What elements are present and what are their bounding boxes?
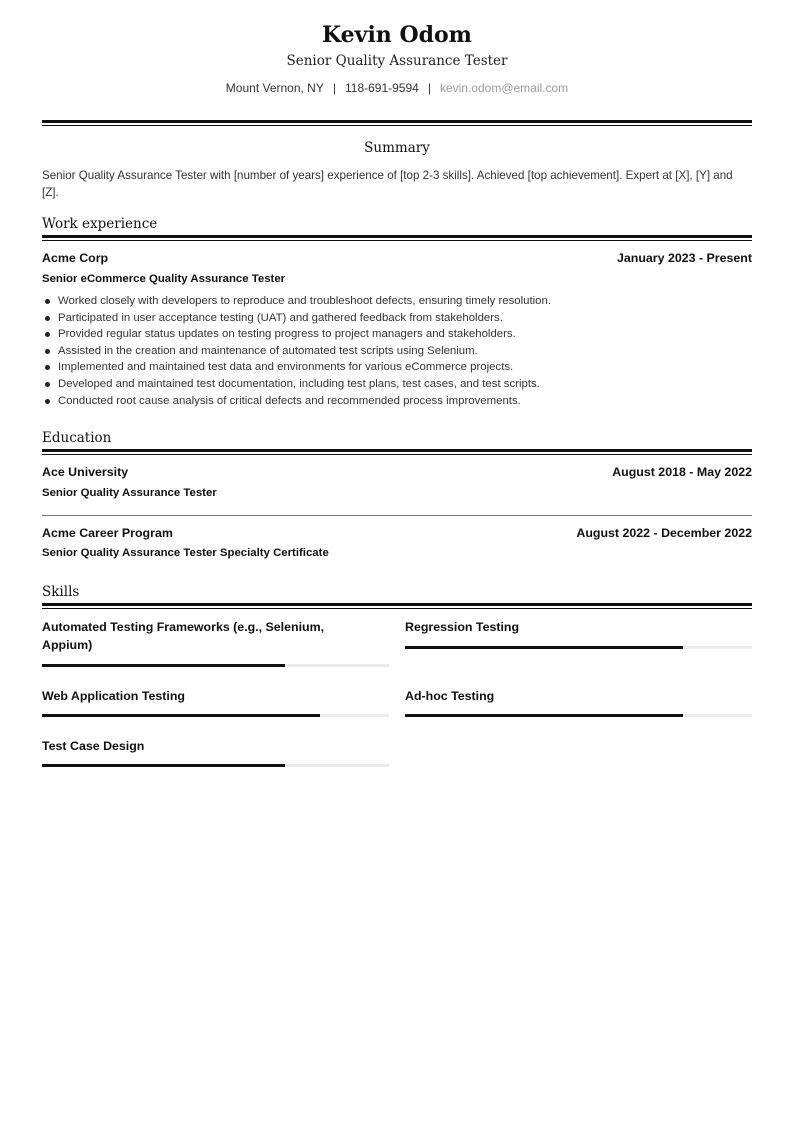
skill-name: Regression Testing bbox=[405, 620, 520, 634]
contact-separator: | bbox=[332, 81, 336, 95]
work-heading: Work experience bbox=[42, 216, 158, 232]
bullet-icon bbox=[45, 332, 50, 337]
bullet-text: Provided regular status updates on testing progress to project managers and stakeholders. bbox=[58, 328, 516, 341]
summary-heading: Summary bbox=[364, 140, 430, 156]
bullet-text: Participated in user acceptance testing (UAT) and gathered feedback from stakeholders. bbox=[58, 311, 503, 324]
skill-item bbox=[405, 687, 752, 705]
list-item bbox=[42, 393, 752, 410]
skill-name: Ad-hoc Testing bbox=[405, 689, 495, 703]
education-dates: August 2022 - December 2022 bbox=[576, 526, 752, 540]
skill-level-bar bbox=[405, 646, 683, 649]
skill-name: Automated Testing Frameworks (e.g., Selenium, Appium) bbox=[42, 620, 325, 652]
bullet-text: Conducted root cause analysis of critical defects and recommended process improvements. bbox=[58, 394, 521, 407]
email-link[interactable]: kevin.odom@email.com bbox=[439, 81, 569, 95]
bullet-icon bbox=[45, 365, 50, 370]
header-divider-thin bbox=[42, 125, 752, 126]
skill-level-track bbox=[42, 664, 389, 667]
education-dates: August 2018 - May 2022 bbox=[612, 465, 752, 479]
skill-item bbox=[42, 618, 389, 654]
skill-item bbox=[42, 687, 389, 705]
skill-name: Test Case Design bbox=[42, 739, 145, 753]
bullet-icon bbox=[45, 316, 50, 321]
skill-name: Web Application Testing bbox=[42, 689, 185, 703]
skills-divider bbox=[42, 603, 752, 606]
work-divider-thin bbox=[42, 240, 752, 241]
list-item bbox=[42, 310, 752, 327]
summary-text: Senior Quality Assurance Tester with [number of years] experience of [top 2-3 skills]. Achieved [top achievement]. Expert at [X], [Y] and [Z]. bbox=[42, 169, 733, 199]
bullet-icon bbox=[45, 382, 50, 387]
education-divider bbox=[42, 449, 752, 452]
contact-separator: | bbox=[427, 81, 431, 95]
job-bullet-list bbox=[42, 293, 752, 409]
skill-level-track bbox=[42, 714, 389, 717]
phone-text: 118-691-9594 bbox=[344, 81, 419, 95]
list-item bbox=[42, 343, 752, 360]
job-position: Senior eCommerce Quality Assurance Tester bbox=[42, 273, 286, 285]
bullet-text: Assisted in the creation and maintenance of automated test scripts using Selenium. bbox=[58, 344, 478, 357]
bullet-text: Worked closely with developers to reproduce and troubleshoot defects, ensuring timely resolution. bbox=[58, 295, 552, 307]
contact-line bbox=[42, 81, 752, 95]
bullet-icon bbox=[45, 299, 50, 304]
work-divider bbox=[42, 235, 752, 238]
header-divider bbox=[42, 120, 752, 123]
skill-level-track bbox=[405, 646, 752, 649]
education-school: Acme Career Program bbox=[42, 526, 173, 540]
education-item-divider bbox=[42, 515, 752, 516]
list-item bbox=[42, 359, 752, 376]
list-item bbox=[42, 326, 752, 343]
skill-item bbox=[405, 618, 752, 636]
bullet-icon bbox=[45, 399, 50, 404]
skill-level-track bbox=[405, 714, 752, 717]
bullet-text: Developed and maintained test documentation, including test plans, test cases, and test scripts. bbox=[58, 377, 540, 390]
skill-level-bar bbox=[405, 714, 683, 717]
skill-level-track bbox=[42, 764, 389, 767]
candidate-name: Kevin Odom bbox=[322, 22, 472, 48]
education-divider-thin bbox=[42, 454, 752, 455]
education-heading: Education bbox=[42, 430, 112, 446]
skills-divider-thin bbox=[42, 608, 752, 609]
candidate-title: Senior Quality Assurance Tester bbox=[286, 53, 508, 69]
list-item bbox=[42, 293, 752, 310]
skill-level-bar bbox=[42, 714, 320, 717]
job-company: Acme Corp bbox=[42, 251, 109, 265]
skill-item bbox=[42, 737, 389, 755]
bullet-text: Implemented and maintained test data and environments for various eCommerce projects. bbox=[58, 361, 514, 374]
education-school: Ace University bbox=[42, 465, 129, 479]
education-degree: Senior Quality Assurance Tester Specialty Certificate bbox=[42, 547, 329, 559]
location-text: Mount Vernon, NY bbox=[225, 81, 324, 95]
list-item bbox=[42, 376, 752, 393]
skill-level-bar bbox=[42, 764, 285, 767]
skill-level-bar bbox=[42, 664, 285, 667]
bullet-icon bbox=[45, 349, 50, 354]
job-dates: January 2023 - Present bbox=[617, 251, 752, 265]
skills-heading: Skills bbox=[42, 584, 80, 600]
education-degree: Senior Quality Assurance Tester bbox=[42, 487, 217, 499]
